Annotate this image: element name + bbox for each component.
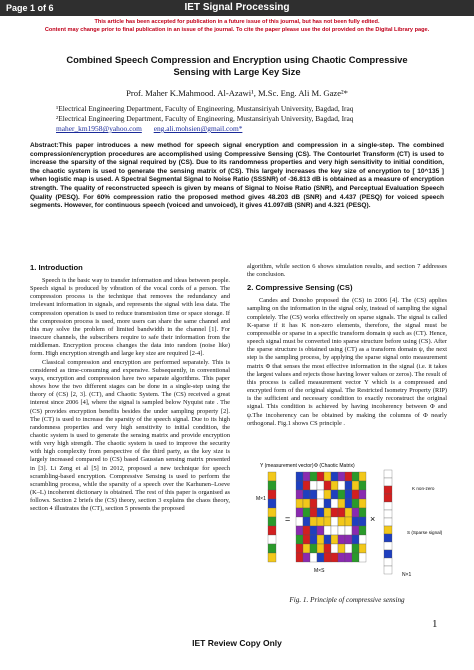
compressive-sensing-figure (252, 460, 448, 590)
equals-sign: = (285, 514, 291, 524)
chaotic-matrix-cell (345, 472, 352, 481)
chaotic-matrix-cell (296, 544, 303, 553)
measurement-vector-cell (268, 526, 276, 535)
sparse-signal-cell (384, 518, 392, 526)
chaotic-matrix-cell (303, 481, 310, 490)
cs-diagram (252, 460, 448, 590)
sparse-signal-cell (384, 566, 392, 574)
chaotic-matrix-cell (331, 544, 338, 553)
measurement-vector-cell (268, 481, 276, 490)
chaotic-matrix-cell (310, 499, 317, 508)
chaotic-matrix-cell (338, 508, 345, 517)
chaotic-matrix-cell (352, 553, 359, 562)
measurement-vector-cell (268, 544, 276, 553)
chaotic-matrix-cell (317, 526, 324, 535)
chaotic-matrix-cell (317, 481, 324, 490)
chaotic-matrix-cell (352, 526, 359, 535)
left-column (30, 263, 230, 514)
chaotic-matrix-cell (338, 517, 345, 526)
right-column (247, 263, 447, 428)
chaotic-matrix-cell (303, 490, 310, 499)
page-indicator: Page 1 of 6 (6, 3, 54, 13)
chaotic-matrix-cell (359, 472, 366, 481)
chaotic-matrix-cell (345, 499, 352, 508)
cs-paragraph-1: Candes and Donoho proposed the (CS) in 2006 [4]. The (CS) applies sampling on the information in the signal only, instead of sampling the signal completely. The (CS) works effectively on sparse signals. The signal is called K-sparse if it has K non-zero elements, therefore, the signal must be compressible or sparse in a specific transform domain ψ such as (CT). Hence, speech signal must be converted into sparse structure before using (CS). After the sparse structure is obtained using (CT) as a transform domain ψ, the next step is the sampling process, by applying the sparse signal onto measurement matrix Φ that senses the most effective information in the signal (i.e. it takes the largest values and rejects those having lower values or zeros). The result of this process is called measurement vector Y which is a compressed and encrypted form of the original signal. The Restricted Isometry Property (RIP) is the sufficient and necessary condition to exactly reconstruct the original signal. This condition is achieved by having incoherency between Φ and ψ.The incoherency can be obtained by making the columns of Φ nearly orthogonal. Fig.1 shows CS principle . (247, 297, 447, 427)
sparse-signal-cell (384, 470, 392, 478)
chaotic-matrix-cell (310, 517, 317, 526)
measurement-vector-cell (268, 472, 276, 481)
chaotic-matrix-cell (352, 517, 359, 526)
measurement-vector-cell (268, 508, 276, 517)
chaotic-matrix-cell (359, 526, 366, 535)
chaotic-matrix-cell (331, 526, 338, 535)
chaotic-matrix-cell (296, 526, 303, 535)
measurement-vector-cell (268, 535, 276, 544)
chaotic-matrix-cell (324, 517, 331, 526)
label-sparse-signal: S (Sparse signal) (407, 530, 443, 535)
publication-notice-line-1: This article has been accepted for publication in a future issue of this journal, but has not been fully edited. (94, 19, 380, 25)
label-chaotic-matrix: Φ (Chaotic Matrix) (314, 463, 355, 469)
chaotic-matrix-cell (324, 544, 331, 553)
chaotic-matrix-cell (359, 553, 366, 562)
chaotic-matrix-cell (338, 553, 345, 562)
publication-notice-line-2: Content may change prior to final publication in an issue of the journal. To cite the paper please use the doi provided on the Digital Library page. (44, 27, 430, 33)
chaotic-matrix-cell (310, 553, 317, 562)
figure-caption: Fig. 1. Principle of compressive sensing (289, 596, 405, 604)
chaotic-matrix-cell (324, 472, 331, 481)
chaotic-matrix-cell (324, 490, 331, 499)
chaotic-matrix-cell (352, 481, 359, 490)
email-link-2[interactable]: eng.ali.mohsien@gmail.com* (153, 124, 243, 133)
chaotic-matrix-cell (338, 481, 345, 490)
chaotic-matrix-cell (296, 499, 303, 508)
chaotic-matrix-cell (324, 499, 331, 508)
chaotic-matrix-cell (338, 490, 345, 499)
affiliation-1: ¹Electrical Engineering Department, Faculty of Engineering, Mustansiriyah University, Bagdad, Iraq (56, 104, 354, 113)
label-measurement-vector: Y (measurement vector) (260, 463, 314, 469)
chaotic-matrix-cell (303, 517, 310, 526)
chaotic-matrix-cell (331, 535, 338, 544)
chaotic-matrix-cell (317, 544, 324, 553)
chaotic-matrix-cell (310, 472, 317, 481)
sparse-signal-cell (384, 510, 392, 518)
chaotic-matrix-cell (310, 526, 317, 535)
chaotic-matrix-cell (338, 472, 345, 481)
sparse-signal-cell (384, 502, 392, 510)
chaotic-matrix-cell (317, 535, 324, 544)
chaotic-matrix-cell (345, 517, 352, 526)
chaotic-matrix-cell (359, 535, 366, 544)
chaotic-matrix-cell (310, 544, 317, 553)
chaotic-matrix-cell (317, 472, 324, 481)
chaotic-matrix-cell (310, 490, 317, 499)
chaotic-matrix-cell (352, 508, 359, 517)
chaotic-matrix-cell (296, 472, 303, 481)
chaotic-matrix-cell (352, 472, 359, 481)
chaotic-matrix-cell (331, 508, 338, 517)
label-n-by-1: N×1 (402, 572, 412, 578)
chaotic-matrix-cell (359, 499, 366, 508)
paper-title-line-1: Combined Speech Compression and Encryption using Chaotic Compressive (66, 54, 408, 65)
chaotic-matrix-cell (303, 472, 310, 481)
intro-paragraph-2: Classical compression and encryption are performed separately. This is considered as time-consuming and expensive. Subsequently, in conventional ways, encryption and compression have two separate algorithms. This paper shows how the two different stages can be done in a single-step using the theory of (CS) [2, 3]. (CT), and Chaotic System. The (CS) received a great interest since 2006 [4], where the signal is sampled below Nyquist rate . The (CS) provides encryption benefits besides the under sampling property [2]. The (CT) is used to increase the sparsity of the speech signal. Due to its high randomness properties and very high sensitivity to initial condition, the chaotic system is used to generate the sensing matrix and provide encryption with very high strength. The chaotic system is used to improve the security with high complexity from perspective of the third party, as the key size is largely increased compared to (CS) based Gaussian sensing matrix presented in [3]. Li Zeng et al [5] in 2012, proposed a new technique for speech scrambling-based encryption. Compressive Sensing is used to perform the scrambling process, while the sparsity of a speech over the Karhunen–Loeve (K–L) incoherent dictionary is obtained. The rest of this paper is organised as follows. Section 2 briefs the (CS) theory, section 3 explains the chaos theory, section 4 illustrates the (CT), section 5 presents the proposed (30, 358, 230, 513)
chaotic-matrix-cell (303, 526, 310, 535)
chaotic-matrix-cell (296, 490, 303, 499)
affiliation-2: ²Electrical Engineering Department, Faculty of Engineering, Mustansiriyah University, Bagdad, Iraq (56, 114, 354, 123)
sparse-signal-cell (384, 534, 392, 542)
email-link-1[interactable]: maher_km1958@yahoo.com (56, 124, 142, 133)
chaotic-matrix-cell (303, 499, 310, 508)
chaotic-matrix-cell (310, 508, 317, 517)
chaotic-matrix-cell (338, 499, 345, 508)
chaotic-matrix-cell (338, 544, 345, 553)
chaotic-matrix-cell (310, 535, 317, 544)
chaotic-matrix-cell (352, 490, 359, 499)
intro-continuation: algorithm, while section 6 shows simulation results, and section 7 addresses the conclusion. (247, 263, 447, 279)
chaotic-matrix-cell (317, 508, 324, 517)
sparse-signal-cell (384, 558, 392, 566)
sparse-signal-cell (384, 486, 392, 494)
measurement-vector-cell (268, 490, 276, 499)
chaotic-matrix-cell (324, 508, 331, 517)
chaotic-matrix-cell (317, 553, 324, 562)
intro-paragraph-1: Speech is the basic way to transfer information and ideas between people. Speech signal is produced by vibration of the vocal cords of a person. The compression process is the technique that removes the redundancy and irrelevant information in signals, and represents the signal with less data. The compression operation is used to reduce transmission time or space storage. If the compression process is used, more users can share the same channel and this may solve the problem of limited bandwidth in the channel [1]. For insecure channels, the subscribers require to safe their information from the middleman. Encryption process changes the data into random (noise like) form. High encryption strength and large key size are required [2-4]. (30, 277, 230, 358)
chaotic-matrix-cell (324, 481, 331, 490)
paper-title (40, 54, 434, 78)
chaotic-matrix-cell (296, 481, 303, 490)
chaotic-matrix-cell (317, 490, 324, 499)
chaotic-matrix-cell (359, 544, 366, 553)
chaotic-matrix-cell (331, 472, 338, 481)
chaotic-matrix-cell (359, 508, 366, 517)
chaotic-matrix-cell (345, 508, 352, 517)
sparse-signal-cell (384, 478, 392, 486)
multiply-sign: × (370, 514, 376, 524)
chaotic-matrix-cell (352, 535, 359, 544)
label-k-nonzero: K non-zero (412, 486, 435, 491)
abstract: Abstract:This paper introduces a new method for speech signal encryption and compression in a single-step. The combined compression/encryption procedures are accomplished using Compressive Sensing (CS). The Contourlet Transform (CT) is used to increase the sparsity of the signal required by (CS). Due to its randomness properties and very high sensitivity to initial condition, the chaotic system is used to generate the sensing matrix of (CS). This largely increases the key size of encryption to [ 10^135 ] when logistic map is used. A Spectral Segmental Signal to Noise Ratio (SSSNR) of -36.813 dB is obtained as a measure of encryption strength. The quality of reconstructed speech is given by means of Signal to Noise Ratio (SNR), and Perceptual Evaluation Speech Quality (PESQ). For 60% compression ratio the proposed method gives 48.203 dB (SNR) and 4.437 (PESQ) for voiced speech segments. However, for continuous speech (voiced and unvoiced), it gives 41.097dB (SNR) and 4.321 (PESQ). (30, 142, 444, 210)
chaotic-matrix-cell (303, 544, 310, 553)
chaotic-matrix-cell (331, 490, 338, 499)
chaotic-matrix-cell (345, 490, 352, 499)
sparse-signal-cell (384, 542, 392, 550)
chaotic-matrix-cell (338, 535, 345, 544)
chaotic-matrix-cell (338, 526, 345, 535)
chaotic-matrix-cell (317, 517, 324, 526)
chaotic-matrix-cell (331, 499, 338, 508)
chaotic-matrix-cell (324, 553, 331, 562)
chaotic-matrix-cell (303, 553, 310, 562)
chaotic-matrix-cell (359, 490, 366, 499)
sparse-signal-cell (384, 494, 392, 502)
chaotic-matrix-cell (324, 535, 331, 544)
chaotic-matrix-cell (296, 535, 303, 544)
section-heading-compressive-sensing: 2. Compressive Sensing (CS) (247, 283, 353, 293)
measurement-vector-cell (268, 517, 276, 526)
chaotic-matrix-cell (296, 517, 303, 526)
journal-title: IET Signal Processing (184, 2, 290, 13)
chaotic-matrix-cell (345, 481, 352, 490)
chaotic-matrix-cell (296, 553, 303, 562)
chaotic-matrix-cell (352, 544, 359, 553)
chaotic-matrix-cell (359, 517, 366, 526)
chaotic-matrix-cell (310, 481, 317, 490)
measurement-vector-cell (268, 553, 276, 562)
chaotic-matrix-cell (331, 481, 338, 490)
chaotic-matrix-cell (303, 508, 310, 517)
review-copy-footer: IET Review Copy Only (192, 638, 282, 648)
chaotic-matrix-cell (345, 535, 352, 544)
chaotic-matrix-cell (331, 517, 338, 526)
sparse-signal-cell (384, 526, 392, 534)
chaotic-matrix-cell (359, 481, 366, 490)
paper-title-line-2: Sensing with Large Key Size (173, 66, 301, 77)
chaotic-matrix-cell (345, 553, 352, 562)
label-m-by-s: M×S (314, 568, 325, 574)
chaotic-matrix-cell (345, 544, 352, 553)
sparse-signal-cell (384, 550, 392, 558)
chaotic-matrix-cell (303, 535, 310, 544)
chaotic-matrix-cell (324, 526, 331, 535)
author-list: Prof. Maher K.Mahmood. Al-Azawi¹, M.Sc. Eng. Ali M. Gaze²* (126, 88, 348, 98)
section-heading-introduction: 1. Introduction (30, 263, 83, 272)
chaotic-matrix-cell (331, 553, 338, 562)
chaotic-matrix-cell (345, 526, 352, 535)
chaotic-matrix-cell (317, 499, 324, 508)
chaotic-matrix-cell (296, 508, 303, 517)
label-m-by-1: M×1 (256, 496, 266, 502)
author-emails (56, 124, 252, 133)
page-number: 1 (432, 618, 438, 630)
chaotic-matrix-cell (352, 499, 359, 508)
journal-header-bar (0, 0, 474, 16)
measurement-vector-cell (268, 499, 276, 508)
